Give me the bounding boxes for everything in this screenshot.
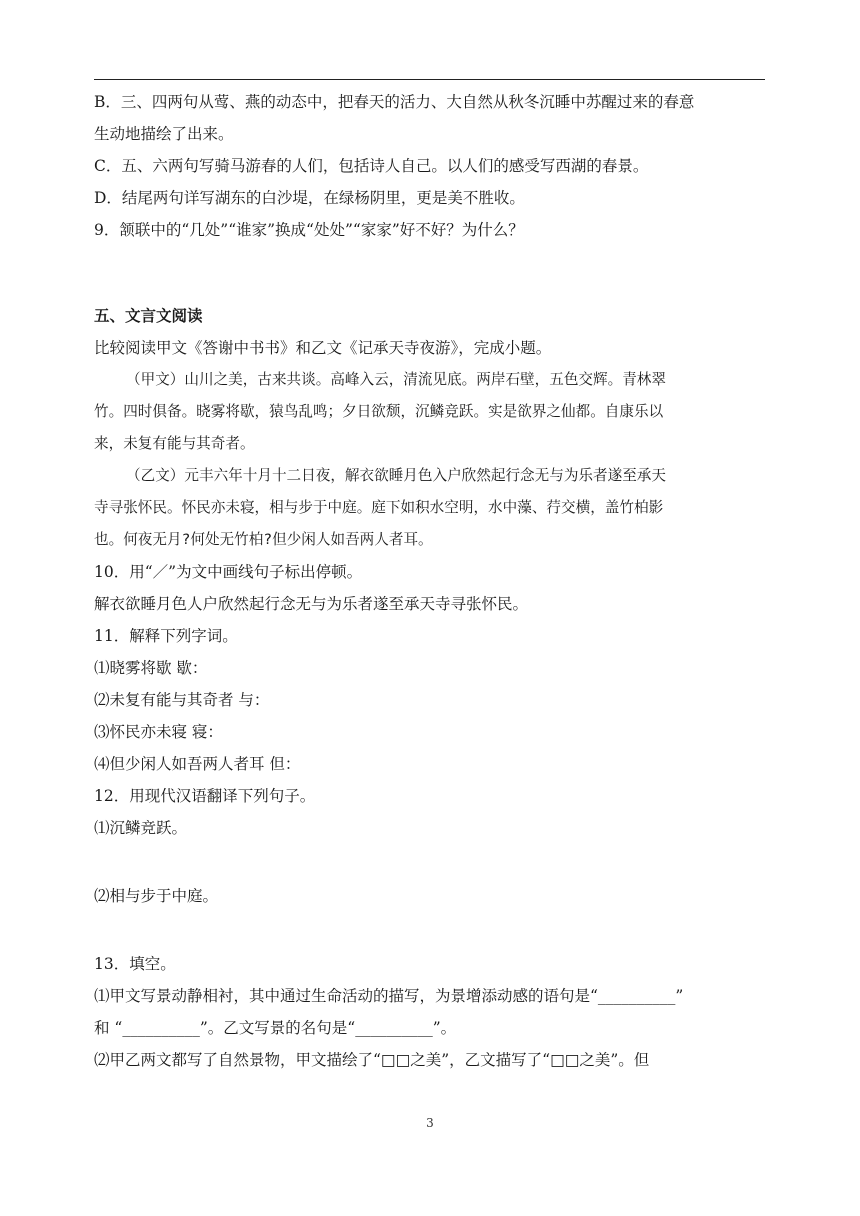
question-11-item-4: ⑷但少闲人如吾两人者耳 但：	[94, 755, 301, 773]
passage-jia-line-3: 来，未复有能与其奇者。	[94, 435, 255, 452]
question-13-item-1-line-1: ⑴甲文写景动静相衬，其中通过生命活动的描写，为景增添动感的语句是“__________”	[94, 987, 684, 1005]
passage-yi-line-2: 寺寻张怀民。怀民亦未寝，相与步于中庭。庭下如积水空明，水中藻、荇交横，盖竹柏影	[94, 499, 664, 516]
question-11: 11．解释下列字词。	[94, 627, 238, 645]
question-10: 10．用“／”为文中画线句子标出停顿。	[94, 563, 363, 581]
section-title: 五、文言文阅读	[94, 306, 203, 325]
question-13-item-1-line-2: 和 “__________”。乙文写景的名句是“__________”。	[94, 1019, 457, 1037]
option-d: D．结尾两句详写湖东的白沙堤，在绿杨阴里，更是美不胜收。	[94, 189, 525, 207]
reading-instruction: 比较阅读甲文《答谢中书书》和乙文《记承天寺夜游》，完成小题。	[94, 339, 552, 357]
question-13: 13．填空。	[94, 955, 176, 973]
question-12-item-2: ⑵相与步于中庭。	[94, 887, 219, 905]
question-12: 12．用现代汉语翻译下列句子。	[94, 787, 316, 805]
header-rule	[94, 79, 765, 80]
option-c: C．五、六两句写骑马游春的人们，包括诗人自己。以人们的感受写西湖的春景。	[94, 157, 649, 175]
passage-yi-line-1: （乙文）元丰六年十月十二日夜，解衣欲睡月色入户欣然起行念无与为乐者遂至承天	[126, 467, 666, 484]
page-content	[94, 86, 766, 1076]
question-10-sentence: 解衣欲睡月色人户欣然起行念无与为乐者遂至承天寺寻张怀民。	[94, 595, 529, 613]
passage-jia-line-2: 竹。四时俱备。晓雾将歇，猿鸟乱鸣；夕日欲颓，沉鳞竞跃。实是欲界之仙都。自康乐以	[94, 403, 664, 420]
question-11-item-1: ⑴晓雾将歇 歇：	[94, 659, 208, 677]
question-12-item-1: ⑴沉鳞竞跃。	[94, 819, 188, 837]
option-b-line-2: 生动地描绘了出来。	[94, 125, 234, 143]
question-13-item-2: ⑵甲乙两文都写了自然景物，甲文描绘了“□□之美”，乙文描写了“□□之美”。但	[94, 1051, 650, 1069]
option-b-line-1: B．三、四两句从莺、燕的动态中，把春天的活力、大自然从秋冬沉睡中苏醒过来的春意	[94, 93, 695, 111]
question-9: 9．颔联中的“几处”“谁家”换成“处处”“家家”好不好？为什么？	[94, 221, 524, 239]
passage-yi-line-3: 也。何夜无月?何处无竹柏?但少闲人如吾两人者耳。	[94, 531, 433, 548]
question-11-item-2: ⑵未复有能与其奇者 与：	[94, 691, 270, 709]
passage-jia-line-1: （甲文）山川之美，古来共谈。高峰入云，清流见底。两岸石壁，五色交辉。青林翠	[126, 371, 666, 388]
question-11-item-3: ⑶怀民亦未寝 寝：	[94, 723, 223, 741]
page-number: 3	[426, 1116, 434, 1130]
